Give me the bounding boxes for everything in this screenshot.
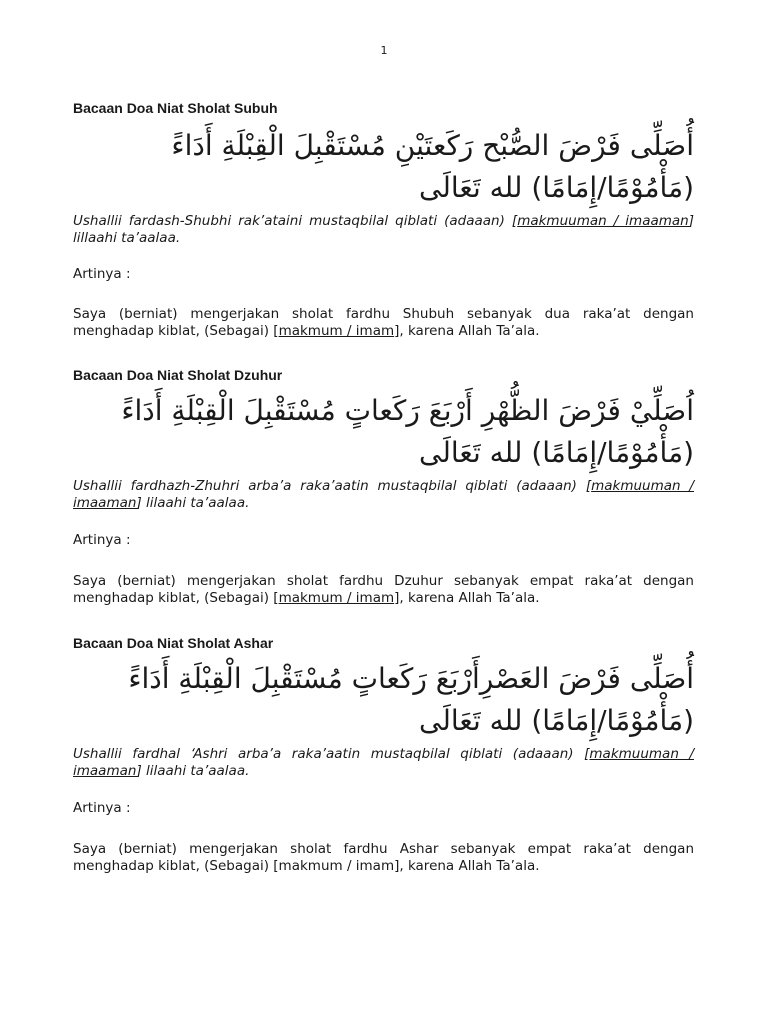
transliteration-part: Ushallii fardhazh-Zhuhri arba’a raka’aatin mustaqbilal qiblati (adaaan) [ [73,478,592,494]
meaning-text [73,573,694,607]
meaning-underlined: makmum / imam [278,323,395,339]
meaning-part: ], karena Allah Ta’ala. [394,590,540,606]
arabic-niat-text: أُصَلِّى فَرْضَ الصُّبْح رَكَعتَيْنِ مُسْتَقْبِلَ الْقِبْلَةِ أَدَاءً (مَأْمُوْمًا/إِمَامًا) لله تَعَالَى [171,129,694,204]
meaning-text [73,841,694,875]
transliteration-text [73,478,694,512]
transliteration-underlined: makmuuman / imaaman [73,478,694,511]
transliteration-text [73,213,694,247]
transliteration-underlined: makmuuman / imaaman [73,746,694,779]
meaning-part: Saya (berniat) mengerjakan sholat fardhu Dzuhur sebanyak empat raka’at dengan menghadap kiblat, (Sebagai) [ [73,573,694,606]
artinya-label: Artinya : [73,532,131,548]
page-number: 1 [380,44,388,57]
section-dzuhur [73,367,694,607]
artinya-label: Artinya : [73,266,131,282]
section-heading: Bacaan Doa Niat Sholat Subuh [73,100,278,116]
transliteration-part: Ushallii fardhal ‘Ashri arba’a raka’aatin mustaqbilal qiblati (adaaan) [ [73,746,590,762]
meaning-part: Saya (berniat) mengerjakan sholat fardhu Ashar sebanyak empat raka’at dengan menghadap kiblat, (Sebagai) [makmum / imam], karena Allah Ta’ala. [73,841,694,874]
section-heading: Bacaan Doa Niat Sholat Ashar [73,635,274,651]
meaning-part: Saya (berniat) mengerjakan sholat fardhu Shubuh sebanyak dua raka’at dengan menghadap kiblat, (Sebagai) [ [73,306,694,339]
transliteration-part: Ushallii fardash-Shubhi rak’ataini mustaqbilal qiblati (adaaan) [ [73,213,518,229]
section-subuh [73,100,694,340]
transliteration-text [73,746,694,780]
meaning-underlined: makmum / imam [278,590,395,606]
transliteration-part: ] lilaahi ta’aalaa. [136,763,250,779]
section-heading: Bacaan Doa Niat Sholat Dzuhur [73,367,283,383]
arabic-niat-text: اُصَلِّيْ فَرْضَ الظُّهْرِ أَرْبَعَ رَكَعاتٍ مُسْتَقْبِلَ الْقِبْلَةِ أَدَاءً (مَأْمُوْمًا/إِمَامًا) لله تَعَالَى [121,394,694,469]
meaning-text [73,306,694,340]
transliteration-part: ] lilaahi ta’aalaa. [136,495,250,511]
meaning-part: ], karena Allah Ta’ala. [394,323,540,339]
section-ashar [73,635,694,875]
artinya-label: Artinya : [73,800,131,816]
transliteration-underlined: makmuuman / imaaman [517,213,689,229]
transliteration-part: ] lillaahi ta’aalaa. [73,213,695,246]
arabic-niat-text: أُصَلِّى فَرْضَ العَصْرِأَرْبَعَ رَكَعاتٍ مُسْتَقْبِلَ الْقِبْلَةِ أَدَاءً (مَأْمُوْمًا/إِمَامًا) لله تَعَالَى [128,662,694,737]
